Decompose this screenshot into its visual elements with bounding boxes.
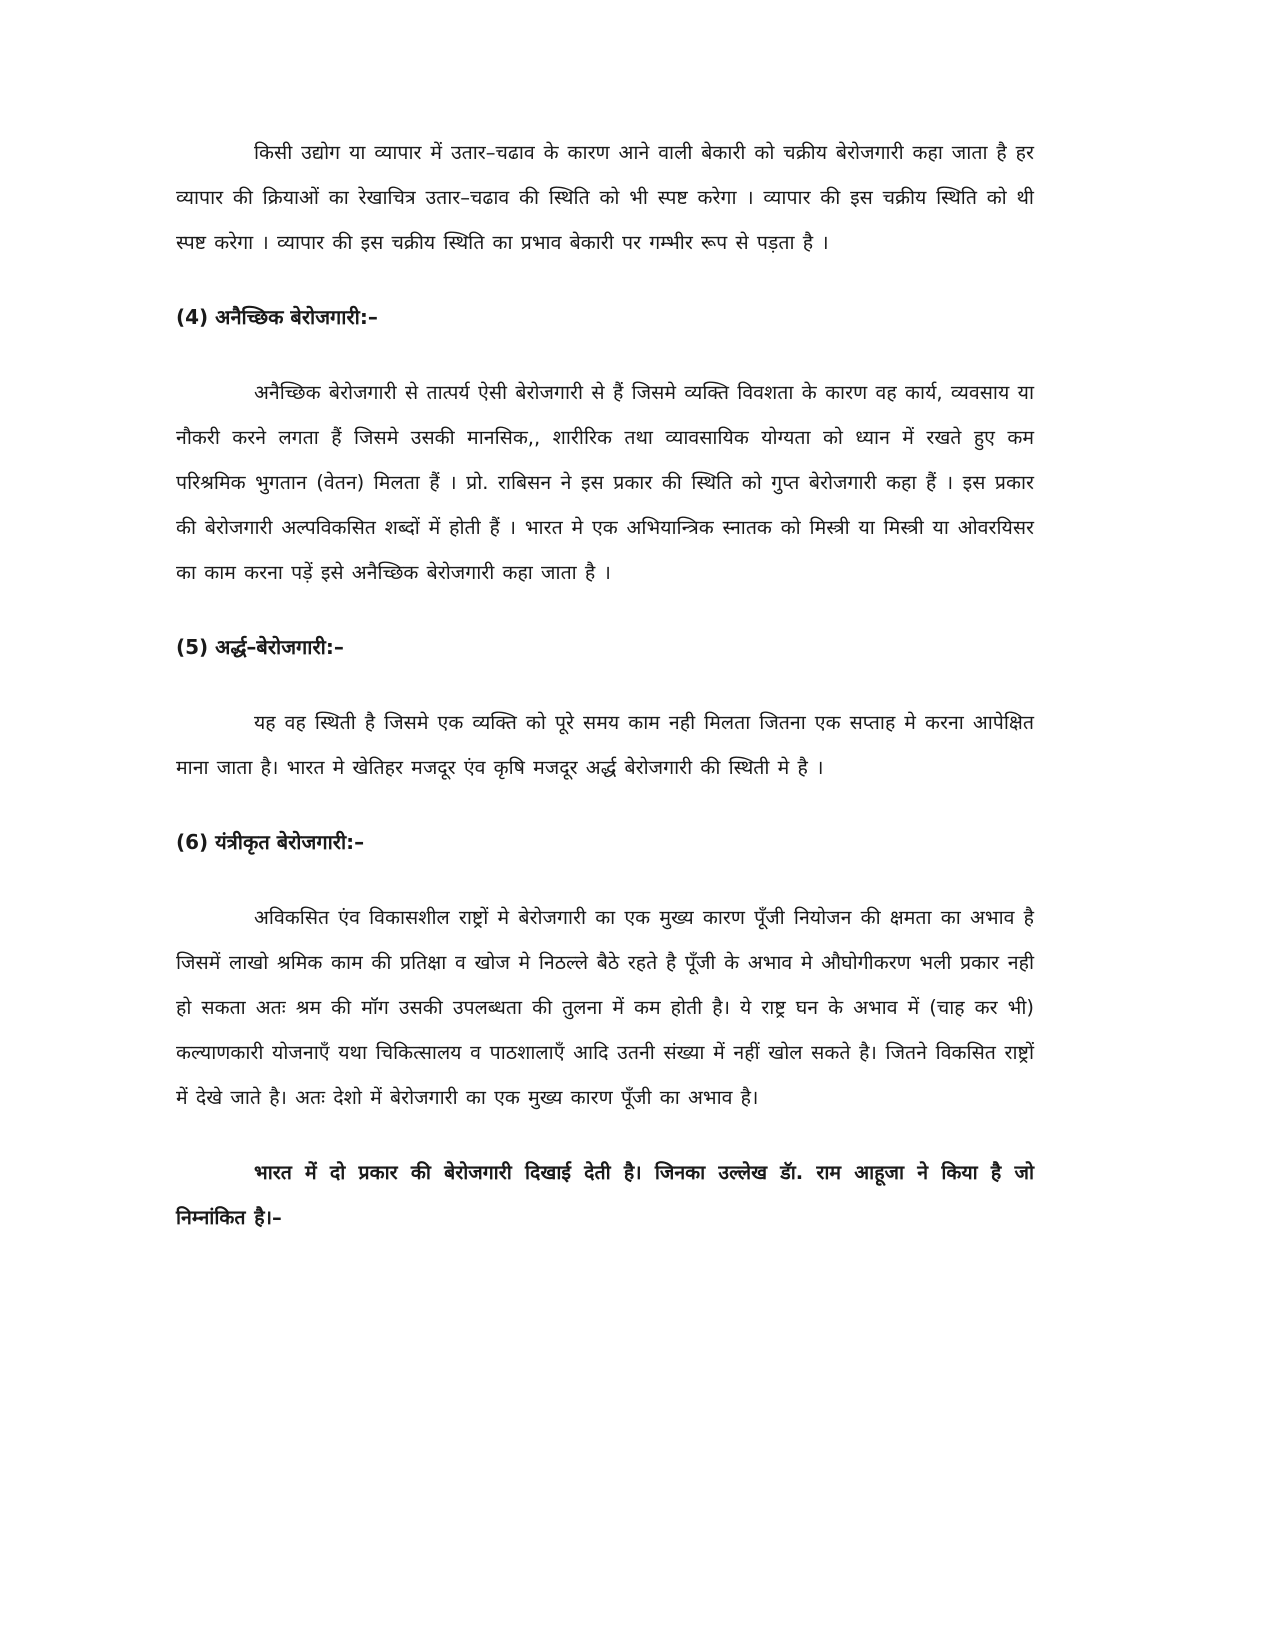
document-page (176, 130, 1034, 1240)
paragraph-mechanized-unemployment: अविकसित एंव विकासशील राष्ट्रों मे बेरोजगारी का एक मुख्य कारण पूँजी नियोजन की क्षमता का अभाव है जिसमें लाखो श्रमिक काम की प्रतिक्षा व खोज मे निठल्ले बैठे रहते है पूँजी के अभाव मे औघोगीकरण भली प्रकार नही हो सकता अतः श्रम की मॉग उसकी उपलब्धता की तुलना में कम होती है। ये राष्ट्र घन के अभाव में (चाह कर भी) कल्याणकारी योजनाएँ यथा चिकित्सालय व पाठशालाएँ आदि उतनी संख्या में नहीं खोल सकते है। जितने विकसित राष्ट्रों में देखे जाते है। अतः देशो में बेरोजगारी का एक मुख्य कारण पूँजी का अभाव है। (176, 906, 1034, 1109)
heading-mechanized-unemployment: (6) यंत्रीकृत बेरोजगारी:– (176, 830, 365, 854)
heading-involuntary-unemployment: (4) अनैच्छिक बेरोजगारी:– (176, 305, 378, 329)
paragraph-cyclical-unemployment: किसी उद्योग या व्यापार में उतार–चढाव के कारण आने वाली बेकारी को चक्रीय बेरोजगारी कहा जाता है हर व्यापार की क्रियाओं का रेखाचित्र उतार–चढाव की स्थिति को भी स्पष्ट करेगा । व्यापार की इस चक्रीय स्थिति को थी स्पष्ट करेगा । व्यापार की इस चक्रीय स्थिति का प्रभाव बेकारी पर गम्भीर रूप से पड़ता है । (176, 141, 1034, 254)
paragraph-involuntary-unemployment: अनैच्छिक बेरोजगारी से तात्पर्य ऐसी बेरोजगारी से हैं जिसमे व्यक्ति विवशता के कारण वह कार्य, व्यवसाय या नौकरी करने लगता हैं जिसमे उसकी मानसिक,, शारीरिक तथा व्यावसायिक योग्यता को ध्यान में रखते हुए कम परिश्रमिक भुगतान (वेतन) मिलता हैं । प्रो. राबिसन ने इस प्रकार की स्थिति को गुप्त बेरोजगारी कहा हैं । इस प्रकार की बेरोजगारी अल्पविकसित शब्दों में होती हैं । भारत मे एक अभियान्त्रिक स्नातक को मिस्त्री या मिस्त्री या ओवरयिसर का काम करना पड़ें इसे अनैच्छिक बेरोजगारी कहा जाता है । (176, 381, 1034, 584)
paragraph-semi-unemployment: यह वह स्थिती है जिसमे एक व्यक्ति को पूरे समय काम नही मिलता जितना एक सप्ताह मे करना आपेक्षित माना जाता है। भारत मे खेतिहर मजदूर एंव कृषि मजदूर अर्द्ध बेरोजगारी की स्थिती मे है । (176, 711, 1034, 779)
paragraph-two-types-intro: भारत में दो प्रकार की बेरोजगारी दिखाई देती है। जिनका उल्लेख डॅा. राम आहूजा ने किया है जो निम्नांकित है।– (176, 1161, 1034, 1229)
heading-semi-unemployment: (5) अर्द्ध–बेरोजगारी:– (176, 635, 344, 659)
